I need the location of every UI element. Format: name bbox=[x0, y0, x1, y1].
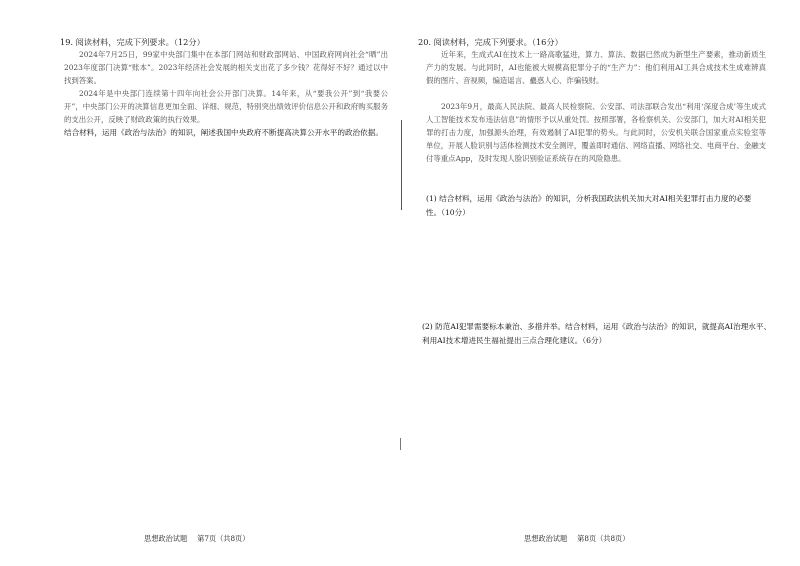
q19-task: 结合材料，运用《政治与法治》的知识，阐述我国中央政府不断提高决算公开水平的政治依据。 bbox=[64, 128, 383, 137]
q20-material-para-2: 2023年9月，最高人民法院、最高人民检察院、公安部、司法部联合发出“利用‘深度合成’等生成式人工智能技术发布违法信息”的情形予以从重处罚。按照部署，各检察机关、公安部门，加大对AI相关犯罪的打击力度，加强源头治理，有效遏制了AI犯罪的势头。与此同时，公安机关联合国家重点实验室等单位，开展人脸识别与活体检测技术安全测评，覆盖即时通信、网络直播、网络社交、电商平台、金融支付等重点App，及时发现人脸识别验证系统存在的风险隐患。 bbox=[426, 102, 766, 163]
q19-material-para-1: 2024年7月25日，99家中央部门集中在本部门网站和财政部网站、中国政府网向社会“晒”出2023年度部门决算“账本”。2023年经济社会发展的相关支出花了多少钱？花得好不好？通过以中找到答案。 bbox=[64, 50, 388, 85]
q20-header: 20. 阅读材料，完成下列要求。（16分） bbox=[418, 37, 563, 47]
right-page-footer bbox=[524, 534, 629, 544]
q20-subquestion-2: (2) 防范AI犯罪需要标本兼治、多措并举。结合材料，运用《政治与法治》的知识，就提高AI治理水平、利用AI技术增进民生福祉提出三点合理化建议。（6分） bbox=[422, 322, 772, 345]
footer-subject: 思想政治试题 bbox=[524, 534, 568, 543]
q19-material-para-2: 2024年是中央部门连续第十四年向社会公开部门决算。14年来，从“要我公开”到“我要公开”，中央部门公开的决算信息更加全面、详细、规范，特别突出绩效评价信息公开和政府购买服务的支出公开，反映了财政政策的执行效果。 bbox=[64, 89, 388, 124]
left-page-footer bbox=[144, 534, 249, 544]
footer-subject: 思想政治试题 bbox=[144, 534, 188, 543]
q20-subquestion-1: (1) 结合材料，运用《政治与法治》的知识，分析我国政法机关加大对AI相关犯罪打击力度的必要性。（10分） bbox=[426, 194, 752, 217]
q20-material-para-1: 近年来，生成式AI在技术上一路高歌猛进，算力、算法、数据已然成为新型生产要素，推动新质生产力的发展。与此同时，AI也能被大规模高犯罪分子的“生产力”：他们利用AI工具合成技术生成难辨真假的图片、音视频，编造谣言、蠱惑人心、诈骗钱财。 bbox=[426, 50, 766, 85]
q19-header: 19. 阅读材料，完成下列要求。（12分） bbox=[60, 37, 205, 47]
footer-page-number: 第8页（共8页） bbox=[577, 534, 630, 543]
right-page bbox=[400, 0, 800, 566]
footer-page-number: 第7页（共8页） bbox=[197, 534, 250, 543]
